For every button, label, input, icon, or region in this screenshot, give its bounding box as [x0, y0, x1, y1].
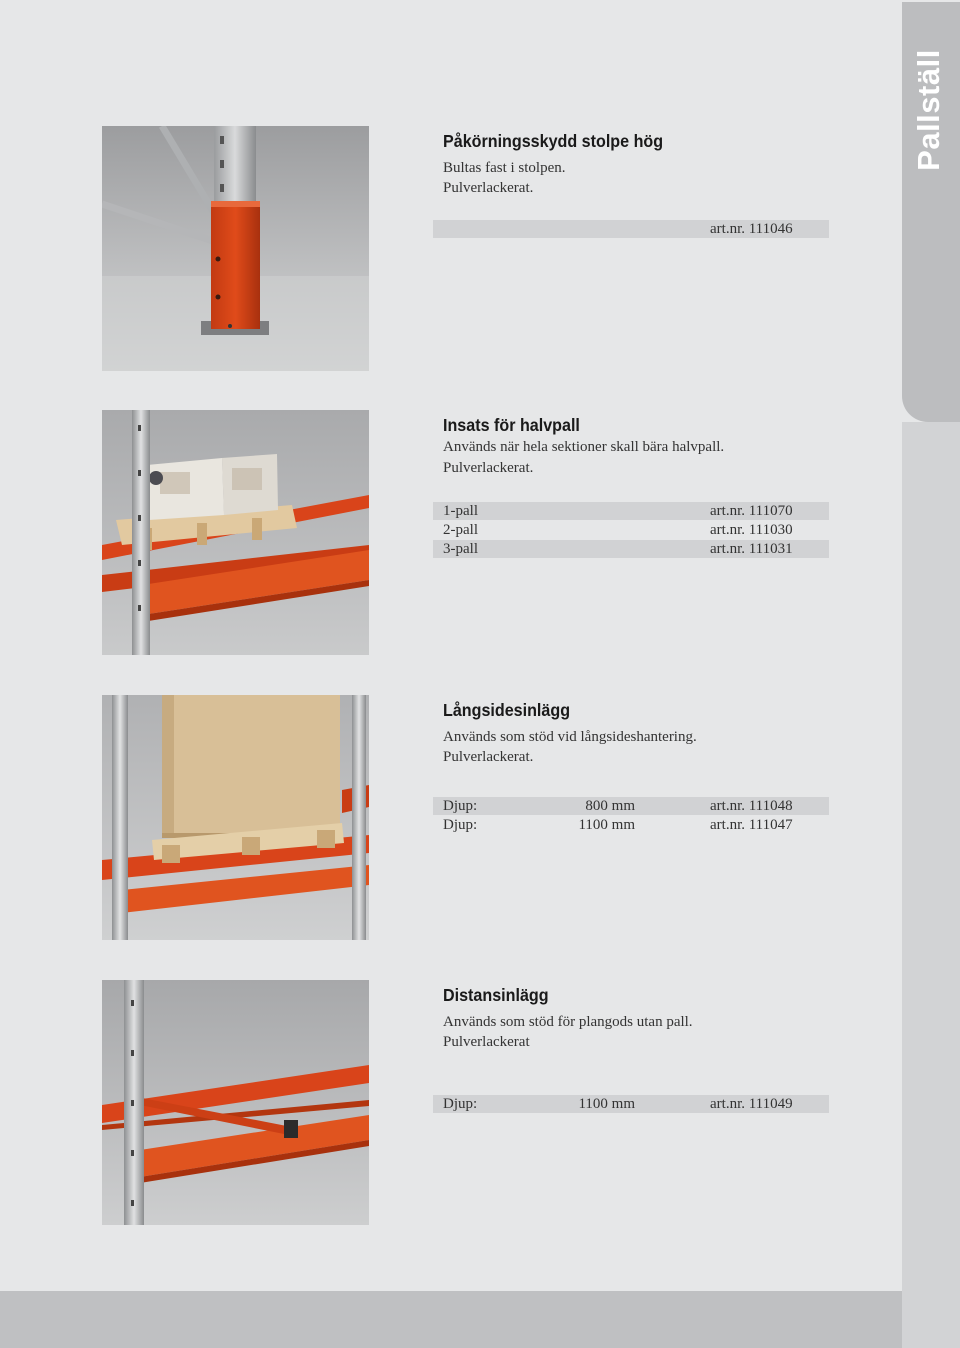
product-description-line: Används när hela sektioner skall bära halvpall. [443, 439, 725, 455]
row-label: Djup: [443, 817, 478, 833]
article-row [433, 816, 829, 834]
row-size: 1100 mm [578, 817, 635, 833]
product-description-line: Pulverlackerat. [443, 460, 534, 476]
product-description-line: Pulverlackerat. [443, 180, 534, 196]
row-label: 2-pall [443, 522, 478, 538]
article-number: art.nr. 111030 [710, 522, 793, 538]
article-number: art.nr. 111070 [710, 503, 793, 519]
product-description-line: Pulverlackerat [443, 1034, 530, 1050]
product-title: Insats för halvpall [443, 415, 580, 435]
row-label: 3-pall [443, 541, 478, 557]
product-title: Distansinlägg [443, 985, 549, 1005]
product-description-line: Bultas fast i stolpen. [443, 160, 566, 176]
product-image-half-pallet-insert [102, 410, 369, 655]
product-image-long-side-insert [102, 695, 369, 940]
product-title: Långsidesinlägg [443, 700, 571, 720]
article-row [433, 1095, 829, 1113]
row-label: Djup: [443, 798, 478, 814]
product-description-line: Används som stöd för plangods utan pall. [443, 1014, 693, 1030]
article-row [433, 797, 829, 815]
article-number: art.nr. 111046 [710, 221, 793, 237]
row-size: 1100 mm [578, 1096, 635, 1112]
product-title: Påkörningsskydd stolpe hög [443, 131, 664, 151]
row-size: 800 mm [585, 798, 635, 814]
product-image-upright-guard [102, 126, 369, 371]
side-strip [902, 422, 960, 1348]
product-description-line: Pulverlackerat. [443, 749, 534, 765]
article-row [433, 521, 829, 539]
footer-bar [0, 1291, 902, 1348]
side-tab-label: Pallställ [911, 49, 946, 171]
article-row [433, 540, 829, 558]
product-description-line: Används som stöd vid långsideshantering. [443, 729, 697, 745]
article-number: art.nr. 111031 [710, 541, 793, 557]
product-image-spacer-insert [102, 980, 369, 1225]
row-label: 1-pall [443, 503, 478, 519]
article-number: art.nr. 111049 [710, 1096, 793, 1112]
article-number: art.nr. 111047 [710, 817, 793, 833]
row-label: Djup: [443, 1096, 478, 1112]
article-row [433, 502, 829, 520]
article-number: art.nr. 111048 [710, 798, 793, 814]
article-row [433, 220, 829, 238]
